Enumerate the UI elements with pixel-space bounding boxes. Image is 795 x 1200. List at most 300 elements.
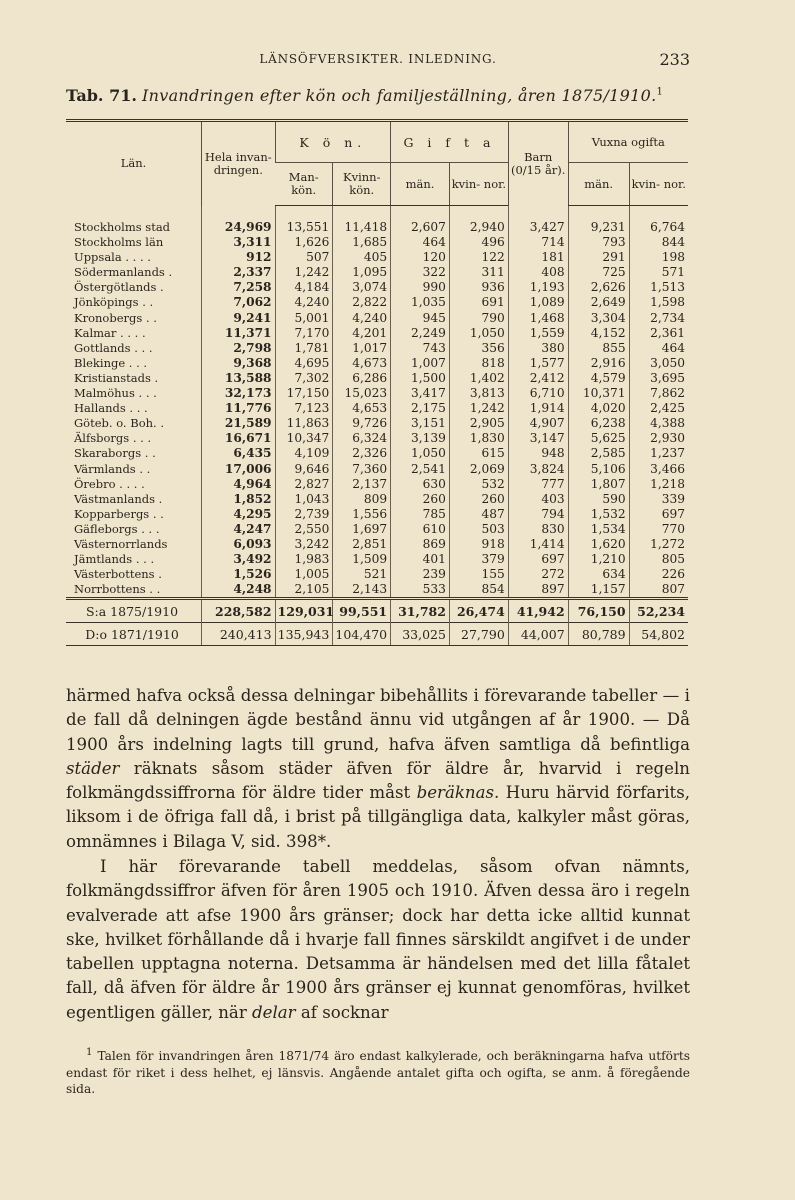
cell-gifta-kv: 2,069 xyxy=(449,462,508,477)
cell-gifta-kv: 155 xyxy=(449,567,508,582)
total-cell-vuxna-kv: 52,234 xyxy=(629,599,688,623)
cell-lan: Kristianstads . xyxy=(74,370,159,385)
cell-mankon: 1,983 xyxy=(275,552,333,567)
table-row xyxy=(66,386,688,401)
cell-gifta-kv: 487 xyxy=(449,507,508,522)
cell-gifta-man: 3,151 xyxy=(391,416,450,431)
cell-barn: 897 xyxy=(508,582,568,599)
cell-mankon: 1,781 xyxy=(275,341,333,356)
table-row xyxy=(66,446,688,461)
cell-lan: Skaraborgs . . xyxy=(74,446,156,461)
cell-gifta-kv: 790 xyxy=(449,311,508,326)
cell-gifta-kv: 818 xyxy=(449,356,508,371)
table-row xyxy=(66,220,688,235)
col-header-vuxna-man: män. xyxy=(568,163,629,206)
cell-kvinnkon: 3,074 xyxy=(333,280,391,295)
cell-vuxna-man: 2,585 xyxy=(568,446,629,461)
table-row xyxy=(66,507,688,522)
cell-mankon: 3,242 xyxy=(275,537,333,552)
cell-kvinnkon: 4,673 xyxy=(333,356,391,371)
cell-hela: 4,295 xyxy=(202,507,276,522)
cell-barn: 3,427 xyxy=(508,220,568,235)
cell-hela: 7,062 xyxy=(202,295,276,310)
cell-gifta-kv: 1,830 xyxy=(449,431,508,446)
cell-vuxna-man: 3,304 xyxy=(568,311,629,326)
cell-mankon: 1,626 xyxy=(275,235,333,250)
cell-kvinnkon: 7,360 xyxy=(333,462,391,477)
cell-mankon: 1,043 xyxy=(275,492,333,507)
cell-vuxna-kv: 1,237 xyxy=(629,446,688,461)
total-cell-barn: 44,007 xyxy=(508,623,568,646)
cell-vuxna-man: 1,620 xyxy=(568,537,629,552)
cell-barn: 794 xyxy=(508,507,568,522)
total-cell-hela: 240,413 xyxy=(202,623,276,646)
cell-hela: 6,435 xyxy=(202,446,276,461)
cell-mankon: 4,109 xyxy=(275,446,333,461)
cell-barn: 1,914 xyxy=(508,401,568,416)
cell-hela: 9,368 xyxy=(202,356,276,371)
table-row xyxy=(66,356,688,371)
cell-gifta-man: 401 xyxy=(391,552,450,567)
cell-hela: 32,173 xyxy=(202,386,276,401)
cell-mankon: 7,123 xyxy=(275,401,333,416)
cell-gifta-kv: 2,940 xyxy=(449,220,508,235)
running-title: LÄNSÖFVERSIKTER. INLEDNING. xyxy=(259,52,497,66)
cell-gifta-man: 990 xyxy=(391,280,450,295)
total-cell-mankon: 135,943 xyxy=(275,623,333,646)
cell-gifta-man: 1,007 xyxy=(391,356,450,371)
cell-gifta-man: 869 xyxy=(391,537,450,552)
table-row xyxy=(66,265,688,280)
col-header-gifta: G i f t a xyxy=(391,121,509,163)
cell-kvinnkon: 2,326 xyxy=(333,446,391,461)
cell-barn: 1,193 xyxy=(508,280,568,295)
cell-gifta-kv: 122 xyxy=(449,250,508,265)
cell-gifta-man: 322 xyxy=(391,265,450,280)
total-cell-vuxna-man: 80,789 xyxy=(568,623,629,646)
col-header-gifta-kv: kvin- nor. xyxy=(449,163,508,206)
total-cell-gifta-man: 33,025 xyxy=(391,623,450,646)
cell-kvinnkon: 6,324 xyxy=(333,431,391,446)
cell-mankon: 2,105 xyxy=(275,582,333,599)
col-header-barn: Barn (0/15 år). xyxy=(508,121,568,206)
cell-hela: 1,526 xyxy=(202,567,276,582)
cell-vuxna-man: 10,371 xyxy=(568,386,629,401)
total-cell-hela: 228,582 xyxy=(202,599,276,623)
total-cell-lan: D:o 1871/1910 xyxy=(66,623,202,646)
table-row xyxy=(66,567,688,582)
cell-lan: Kronobergs . . xyxy=(74,310,157,325)
cell-vuxna-kv: 198 xyxy=(629,250,688,265)
cell-hela: 3,492 xyxy=(202,552,276,567)
cell-vuxna-kv: 464 xyxy=(629,341,688,356)
page-header xyxy=(66,50,690,70)
total-cell-kvinnkon: 99,551 xyxy=(333,599,391,623)
total-cell-mankon: 129,031 xyxy=(275,599,333,623)
cell-kvinnkon: 1,556 xyxy=(333,507,391,522)
cell-vuxna-kv: 6,764 xyxy=(629,220,688,235)
cell-lan: Gottlands . . . xyxy=(74,340,153,355)
cell-mankon: 2,827 xyxy=(275,477,333,492)
cell-lan: Blekinge . . . xyxy=(74,355,148,370)
cell-kvinnkon: 809 xyxy=(333,492,391,507)
cell-vuxna-kv: 697 xyxy=(629,507,688,522)
table-row xyxy=(66,492,688,507)
cell-hela: 2,798 xyxy=(202,341,276,356)
cell-vuxna-man: 1,534 xyxy=(568,522,629,537)
cell-vuxna-kv: 7,862 xyxy=(629,386,688,401)
cell-hela: 21,589 xyxy=(202,416,276,431)
total-cell-gifta-man: 31,782 xyxy=(391,599,450,623)
table-row xyxy=(66,341,688,356)
cell-vuxna-man: 1,210 xyxy=(568,552,629,567)
cell-vuxna-kv: 1,598 xyxy=(629,295,688,310)
table-row xyxy=(66,235,688,250)
cell-vuxna-man: 9,231 xyxy=(568,220,629,235)
total-cell-vuxna-kv: 54,802 xyxy=(629,623,688,646)
cell-vuxna-kv: 770 xyxy=(629,522,688,537)
col-header-hela: Hela invan- dringen. xyxy=(202,121,276,206)
cell-barn: 3,147 xyxy=(508,431,568,446)
cell-gifta-man: 3,417 xyxy=(391,386,450,401)
cell-hela: 4,964 xyxy=(202,477,276,492)
cell-barn: 948 xyxy=(508,446,568,461)
table-body xyxy=(66,206,688,646)
cell-kvinnkon: 15,023 xyxy=(333,386,391,401)
cell-mankon: 7,170 xyxy=(275,326,333,341)
cell-barn: 4,907 xyxy=(508,416,568,431)
table-row xyxy=(66,416,688,431)
cell-gifta-man: 1,050 xyxy=(391,446,450,461)
cell-kvinnkon: 11,418 xyxy=(333,220,391,235)
cell-hela: 24,969 xyxy=(202,220,276,235)
footnote xyxy=(66,1045,690,1098)
total-cell-kvinnkon: 104,470 xyxy=(333,623,391,646)
cell-gifta-man: 533 xyxy=(391,582,450,599)
cell-kvinnkon: 1,095 xyxy=(333,265,391,280)
cell-barn: 1,559 xyxy=(508,326,568,341)
cell-lan: Malmöhus . . . xyxy=(74,386,157,401)
cell-gifta-man: 2,607 xyxy=(391,220,450,235)
cell-vuxna-man: 793 xyxy=(568,235,629,250)
page-number: 233 xyxy=(659,50,690,69)
cell-gifta-man: 1,035 xyxy=(391,295,450,310)
cell-mankon: 507 xyxy=(275,250,333,265)
cell-vuxna-man: 2,626 xyxy=(568,280,629,295)
cell-hela: 11,371 xyxy=(202,326,276,341)
cell-hela: 6,093 xyxy=(202,537,276,552)
cell-vuxna-man: 1,157 xyxy=(568,582,629,599)
cell-kvinnkon: 1,697 xyxy=(333,522,391,537)
cell-barn: 1,414 xyxy=(508,537,568,552)
cell-kvinnkon: 1,509 xyxy=(333,552,391,567)
cell-barn: 1,577 xyxy=(508,356,568,371)
table-row xyxy=(66,431,688,446)
cell-hela: 2,337 xyxy=(202,265,276,280)
cell-kvinnkon: 1,685 xyxy=(333,235,391,250)
cell-vuxna-man: 855 xyxy=(568,341,629,356)
cell-hela: 9,241 xyxy=(202,311,276,326)
cell-kvinnkon: 6,286 xyxy=(333,371,391,386)
cell-kvinnkon: 4,653 xyxy=(333,401,391,416)
cell-hela: 16,671 xyxy=(202,431,276,446)
table-caption: Invandringen efter kön och familjeställning, åren 1875/1910. xyxy=(142,86,657,105)
col-header-mankon: Man- kön. xyxy=(275,163,333,206)
total-cell-barn: 41,942 xyxy=(508,599,568,623)
paragraph-1-emphasis-stader: städer xyxy=(66,758,120,778)
cell-gifta-man: 2,541 xyxy=(391,462,450,477)
cell-vuxna-man: 4,579 xyxy=(568,371,629,386)
table-row xyxy=(66,295,688,310)
cell-lan: Värmlands . . xyxy=(74,461,151,476)
cell-barn: 408 xyxy=(508,265,568,280)
cell-vuxna-kv: 4,388 xyxy=(629,416,688,431)
cell-gifta-man: 3,139 xyxy=(391,431,450,446)
cell-vuxna-kv: 226 xyxy=(629,567,688,582)
cell-lan: Kopparbergs . . xyxy=(74,506,164,521)
cell-lan: Västerbottens . xyxy=(74,567,162,582)
cell-gifta-kv: 311 xyxy=(449,265,508,280)
cell-gifta-kv: 1,402 xyxy=(449,371,508,386)
table-row xyxy=(66,250,688,265)
cell-gifta-kv: 1,050 xyxy=(449,326,508,341)
cell-mankon: 7,302 xyxy=(275,371,333,386)
cell-mankon: 11,863 xyxy=(275,416,333,431)
cell-gifta-kv: 379 xyxy=(449,552,508,567)
cell-gifta-man: 260 xyxy=(391,492,450,507)
paragraph-2-emphasis-delar: delar xyxy=(252,1002,296,1022)
paragraph-1-emphasis-beraknas: beräknas. xyxy=(416,783,500,803)
cell-barn: 181 xyxy=(508,250,568,265)
cell-lan: Älfsborgs . . . xyxy=(74,431,152,446)
cell-barn: 1,468 xyxy=(508,311,568,326)
cell-lan: Göteb. o. Boh. . xyxy=(74,416,164,431)
table-row xyxy=(66,462,688,477)
cell-kvinnkon: 4,240 xyxy=(333,311,391,326)
cell-gifta-man: 630 xyxy=(391,477,450,492)
cell-kvinnkon: 4,201 xyxy=(333,326,391,341)
cell-gifta-man: 743 xyxy=(391,341,450,356)
table-row xyxy=(66,522,688,537)
total-cell-gifta-kv: 27,790 xyxy=(449,623,508,646)
cell-gifta-kv: 691 xyxy=(449,295,508,310)
table-title xyxy=(66,86,706,105)
cell-vuxna-man: 5,625 xyxy=(568,431,629,446)
cell-lan: Östergötlands . xyxy=(74,280,164,295)
total-cell-gifta-kv: 26,474 xyxy=(449,599,508,623)
cell-vuxna-kv: 2,361 xyxy=(629,326,688,341)
cell-gifta-kv: 854 xyxy=(449,582,508,599)
cell-hela: 13,588 xyxy=(202,371,276,386)
cell-hela: 4,248 xyxy=(202,582,276,599)
cell-vuxna-kv: 339 xyxy=(629,492,688,507)
table-row xyxy=(66,326,688,341)
cell-vuxna-kv: 805 xyxy=(629,552,688,567)
cell-mankon: 10,347 xyxy=(275,431,333,446)
paragraph-2-text-b: af socknar xyxy=(295,1002,389,1022)
cell-kvinnkon: 2,822 xyxy=(333,295,391,310)
table-row xyxy=(66,477,688,492)
cell-vuxna-kv: 2,930 xyxy=(629,431,688,446)
cell-gifta-kv: 3,813 xyxy=(449,386,508,401)
cell-vuxna-kv: 3,466 xyxy=(629,462,688,477)
cell-kvinnkon: 405 xyxy=(333,250,391,265)
cell-mankon: 5,001 xyxy=(275,311,333,326)
cell-lan: Uppsala . . . . xyxy=(74,250,151,265)
cell-gifta-kv: 496 xyxy=(449,235,508,250)
table-row xyxy=(66,311,688,326)
cell-vuxna-kv: 2,425 xyxy=(629,401,688,416)
cell-vuxna-kv: 1,513 xyxy=(629,280,688,295)
total-cell-lan: S:a 1875/1910 xyxy=(66,599,202,623)
cell-vuxna-kv: 571 xyxy=(629,265,688,280)
cell-barn: 830 xyxy=(508,522,568,537)
cell-mankon: 2,739 xyxy=(275,507,333,522)
cell-gifta-kv: 503 xyxy=(449,522,508,537)
table-row xyxy=(66,371,688,386)
totals-row-1875-1910 xyxy=(66,599,688,623)
cell-lan: Västmanlands . xyxy=(74,491,163,506)
cell-lan: Jämtlands . . . xyxy=(74,552,155,567)
cell-vuxna-man: 590 xyxy=(568,492,629,507)
cell-mankon: 1,242 xyxy=(275,265,333,280)
paragraph-1 xyxy=(66,684,690,854)
totals-row-1871-1910 xyxy=(66,623,688,646)
cell-mankon: 17,150 xyxy=(275,386,333,401)
table-number: Tab. 71. xyxy=(66,86,137,105)
cell-vuxna-man: 634 xyxy=(568,567,629,582)
cell-vuxna-man: 1,532 xyxy=(568,507,629,522)
cell-vuxna-kv: 2,734 xyxy=(629,311,688,326)
cell-lan: Stockholms stad xyxy=(74,220,171,234)
caption-footnote-ref: 1 xyxy=(656,86,663,98)
cell-barn: 403 xyxy=(508,492,568,507)
cell-mankon: 2,550 xyxy=(275,522,333,537)
cell-barn: 3,824 xyxy=(508,462,568,477)
cell-gifta-kv: 1,242 xyxy=(449,401,508,416)
cell-hela: 11,776 xyxy=(202,401,276,416)
cell-barn: 272 xyxy=(508,567,568,582)
table-row xyxy=(66,537,688,552)
table-row xyxy=(66,401,688,416)
paragraph-2 xyxy=(66,855,690,1025)
cell-lan: Örebro . . . . xyxy=(74,476,145,491)
cell-gifta-man: 610 xyxy=(391,522,450,537)
cell-gifta-kv: 356 xyxy=(449,341,508,356)
col-header-vuxna: Vuxna ogifta xyxy=(568,121,688,163)
col-header-kon: K ö n. xyxy=(275,121,391,163)
total-cell-vuxna-man: 76,150 xyxy=(568,599,629,623)
cell-gifta-kv: 918 xyxy=(449,537,508,552)
cell-lan: Södermanlands . xyxy=(74,265,173,280)
cell-mankon: 1,005 xyxy=(275,567,333,582)
paragraph-1-text-a: härmed hafva också dessa delningar bibehållits i förevarande tabeller — i de fall då delningen ägde bestånd ännu vid utgången af år 1900. — Då 1900 års indelning lagts till grund, hafva äfven samtliga då befintliga xyxy=(66,686,690,754)
cell-vuxna-man: 291 xyxy=(568,250,629,265)
cell-gifta-kv: 936 xyxy=(449,280,508,295)
cell-barn: 1,089 xyxy=(508,295,568,310)
cell-lan: Stockholms län xyxy=(74,235,164,250)
cell-gifta-man: 945 xyxy=(391,311,450,326)
cell-gifta-man: 785 xyxy=(391,507,450,522)
table-row xyxy=(66,280,688,295)
cell-hela: 17,006 xyxy=(202,462,276,477)
cell-gifta-man: 239 xyxy=(391,567,450,582)
cell-mankon: 9,646 xyxy=(275,462,333,477)
table-row xyxy=(66,552,688,567)
cell-hela: 7,258 xyxy=(202,280,276,295)
col-header-kvinnkon: Kvinn- kön. xyxy=(333,163,391,206)
cell-lan: Hallands . . . xyxy=(74,401,148,416)
cell-barn: 697 xyxy=(508,552,568,567)
cell-kvinnkon: 2,137 xyxy=(333,477,391,492)
cell-gifta-kv: 2,905 xyxy=(449,416,508,431)
paragraph-2-text-a: I här förevarande tabell meddelas, såsom ofvan nämnts, folkmängdssiffror äfven för åren 1905 och 1910. Äfven dessa äro i regeln evalverade att afse 1900 års gränser; dock har detta icke alltid kunnat ske, hvilket förhållande då i hvarje fall finnes särskildt angifvet i de under tabellen upptagna noterna. Detsamma är händelsen med det lilla fåtalet fall, då äfven för äldre år 1900 års gränser ej kunnat genomföras, hvilket egentligen gäller, när xyxy=(66,857,690,1022)
cell-barn: 6,710 xyxy=(508,386,568,401)
cell-gifta-man: 1,500 xyxy=(391,371,450,386)
cell-barn: 777 xyxy=(508,477,568,492)
cell-vuxna-man: 6,238 xyxy=(568,416,629,431)
cell-gifta-man: 120 xyxy=(391,250,450,265)
cell-kvinnkon: 2,851 xyxy=(333,537,391,552)
cell-kvinnkon: 9,726 xyxy=(333,416,391,431)
cell-gifta-kv: 260 xyxy=(449,492,508,507)
paragraph-1-text-b: räknats såsom städer äfven för äldre år, hvarvid i regeln folkmängdssiffrorna för äldre tider måst xyxy=(66,758,690,803)
cell-lan: Norrbottens . . xyxy=(74,582,161,597)
cell-gifta-man: 2,249 xyxy=(391,326,450,341)
cell-gifta-kv: 615 xyxy=(449,446,508,461)
cell-kvinnkon: 521 xyxy=(333,567,391,582)
cell-hela: 1,852 xyxy=(202,492,276,507)
col-header-lan: Län. xyxy=(120,156,147,171)
cell-vuxna-man: 2,649 xyxy=(568,295,629,310)
cell-kvinnkon: 1,017 xyxy=(333,341,391,356)
cell-vuxna-kv: 807 xyxy=(629,582,688,599)
cell-barn: 2,412 xyxy=(508,371,568,386)
col-header-gifta-man: män. xyxy=(391,163,450,206)
cell-mankon: 4,184 xyxy=(275,280,333,295)
cell-hela: 4,247 xyxy=(202,522,276,537)
cell-vuxna-man: 4,152 xyxy=(568,326,629,341)
cell-barn: 714 xyxy=(508,235,568,250)
cell-hela: 3,311 xyxy=(202,235,276,250)
immigration-table xyxy=(66,119,688,646)
footnote-marker: 1 xyxy=(86,1047,93,1058)
cell-vuxna-man: 5,106 xyxy=(568,462,629,477)
cell-mankon: 4,695 xyxy=(275,356,333,371)
cell-vuxna-kv: 1,218 xyxy=(629,477,688,492)
cell-vuxna-kv: 844 xyxy=(629,235,688,250)
cell-vuxna-man: 1,807 xyxy=(568,477,629,492)
cell-vuxna-kv: 3,050 xyxy=(629,356,688,371)
cell-vuxna-man: 2,916 xyxy=(568,356,629,371)
cell-mankon: 4,240 xyxy=(275,295,333,310)
footnote-text: Talen för invandringen åren 1871/74 äro endast kalkylerade, och beräkningarna hafva utförts endast för riket i dess helhet, ej länsvis. Angående antalet gifta och ogifta, se anm. å föregående sida. xyxy=(66,1049,690,1097)
cell-gifta-man: 2,175 xyxy=(391,401,450,416)
cell-lan: Västernorrlands xyxy=(74,536,168,551)
cell-lan: Kalmar . . . . xyxy=(74,325,146,340)
cell-gifta-man: 464 xyxy=(391,235,450,250)
paragraph-1-text-c: Huru härvid förfarits, liksom i de öfriga fall då, i brist på tillgängliga data, kalkyler måst göras, omnämnes i Bilaga V, sid. 398*. xyxy=(66,783,690,851)
col-header-vuxna-kv: kvin- nor. xyxy=(629,163,688,206)
cell-lan: Gäfleborgs . . . xyxy=(74,521,160,536)
table-row xyxy=(66,582,688,599)
cell-vuxna-man: 4,020 xyxy=(568,401,629,416)
cell-mankon: 13,551 xyxy=(275,220,333,235)
cell-vuxna-man: 725 xyxy=(568,265,629,280)
cell-vuxna-kv: 1,272 xyxy=(629,537,688,552)
cell-gifta-kv: 532 xyxy=(449,477,508,492)
cell-barn: 380 xyxy=(508,341,568,356)
